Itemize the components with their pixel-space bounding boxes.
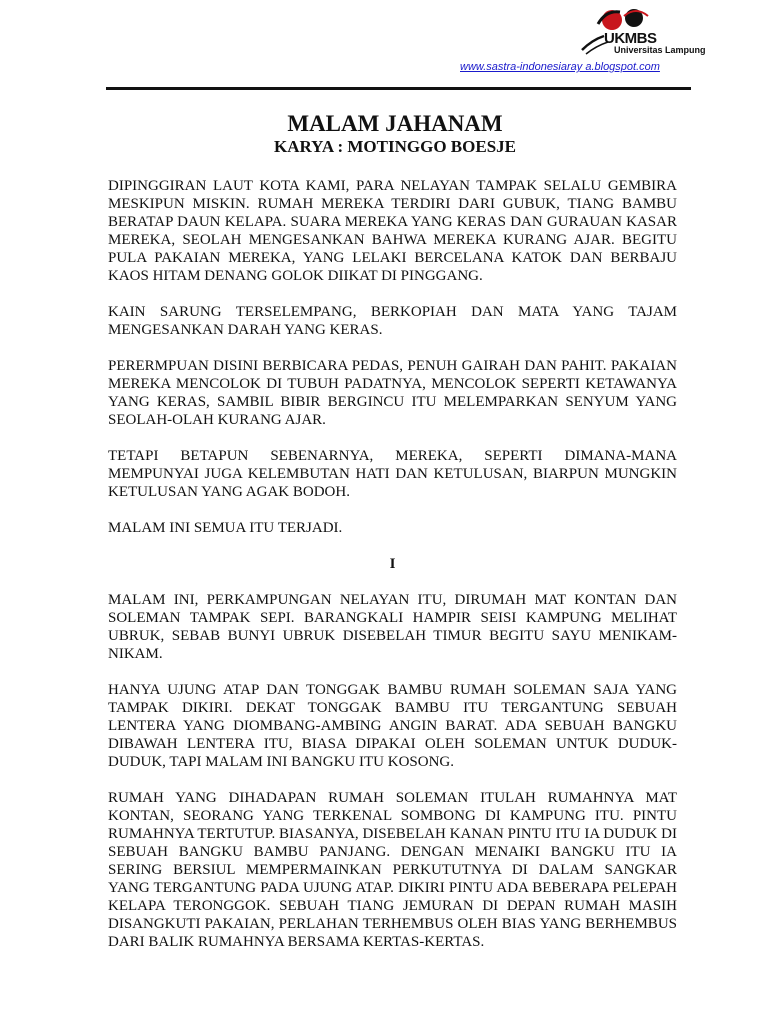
logo-text: UKMBS — [604, 30, 657, 47]
paragraph: HANYA UJUNG ATAP DAN TONGGAK BAMBU RUMAH SOLEMAN SAJA YANG TAMPAK DIKIRI. DEKAT TONGGAK BAMBU ITU TERGANTUNG SEBUAH LENTERA YANG DIOMBANG-AMBING ANGIN BARAT. ADA SEBUAH BANGKU DIBAWAH LENTERA ITU, BIASA DIPAKAI OLEH SOLEMAN UNTUK DUDUK-DUDUK, TAPI MALAM INI BANGKU ITU KOSONG. — [108, 682, 677, 770]
paragraph: MALAM INI SEMUA ITU TERJADI. — [108, 520, 343, 536]
header-divider — [106, 87, 691, 90]
paragraph: KAIN SARUNG TERSELEMPANG, BERKOPIAH DAN MATA YANG TAJAM MENGESANKAN DARAH YANG KERAS. — [108, 304, 677, 338]
paragraph: MALAM INI, PERKAMPUNGAN NELAYAN ITU, DIRUMAH MAT KONTAN DAN SOLEMAN TAMPAK SEPI. BARANGKALI HAMPIR SEISI KAMPUNG MELIHAT UBRUK, SEBAB BUNYI UBRUK DISEBELAH TIMUR BEGITU SAYU MENIKAM-NIKAM. — [108, 592, 677, 662]
document-subtitle: KARYA : MOTINGGO BOESJE — [273, 137, 516, 156]
paragraph: TETAPI BETAPUN SEBENARNYA, MEREKA, SEPERTI DIMANA-MANA MEMPUNYAI JUGA KELEMBUTAN HATI DAN KETULUSAN, BIARPUN MUNGKIN KETULUSAN YANG AGAK BODOH. — [108, 448, 677, 500]
ukmbs-logo — [578, 6, 706, 58]
paragraph: DIPINGGIRAN LAUT KOTA KAMI, PARA NELAYAN TAMPAK SELALU GEMBIRA MESKIPUN MISKIN. RUMAH MEREKA TERDIRI DARI GUBUK, TIANG BAMBU BERATAP DAUN KELAPA. SUARA MEREKA YANG KERAS DAN GURAUAN KASAR MEREKA, SEOLAH MENGESANKAN BAHWA MEREKA KURANG AJAR. BEGITU PULA PAKAIAN MEREKA, YANG LELAKI BERCELANA KATOK DAN BERBAJU KAOS HITAM DENANG GOLOK DIIKAT DI PINGGANG. — [108, 178, 677, 284]
website-link[interactable]: www.sastra-indonesiaray a.blogspot.com — [460, 61, 660, 73]
paragraph: RUMAH YANG DIHADAPAN RUMAH SOLEMAN ITULAH RUMAHNYA MAT KONTAN, SEORANG YANG TERKENAL SOMBONG DI KAMPUNG ITU. PINTU RUMAHNYA TERTUTUP. BIASANYA, DISEBELAH KANAN PINTU ITU IA DUDUK DI SEBUAH BANGKU BAMBU PANJANG. DENGAN MENAIKI BANGKU ITU IA SERING BERSIUL MEMPERMAINKAN PERKUTUTNYA DI DALAM SANGKAR YANG TERGANTUNG PADA UJUNG ATAP. DIKIRI PINTU ADA BEBERAPA PELEPAH KELAPA TERONGGOK. SEBUAH TIANG JEMURAN DI DEPAN RUMAH MASIH DISANGKUTI PAKAIAN, PERLAHAN TERHEMBUS OLEH BIAS YANG BERHEMBUS DARI BALIK RUMAHNYA BERSAMA KERTAS-KERTAS. — [108, 790, 677, 950]
section-heading: I — [389, 556, 396, 572]
document-title: MALAM JAHANAM — [287, 111, 503, 136]
paragraph: PERERMPUAN DISINI BERBICARA PEDAS, PENUH GAIRAH DAN PAHIT. PAKAIAN MEREKA MENCOLOK DI TUBUH PADATNYA, MENCOLOK SEPERTI KETAWANYA YANG KERAS, SAMBIL BIBIR BERGINCU ITU MELEMPARKAN SENYUM YANG SEOLAH-OLAH KURANG AJAR. — [108, 358, 677, 428]
document-body — [108, 177, 677, 969]
logo-subtext: Universitas Lampung — [614, 45, 706, 55]
